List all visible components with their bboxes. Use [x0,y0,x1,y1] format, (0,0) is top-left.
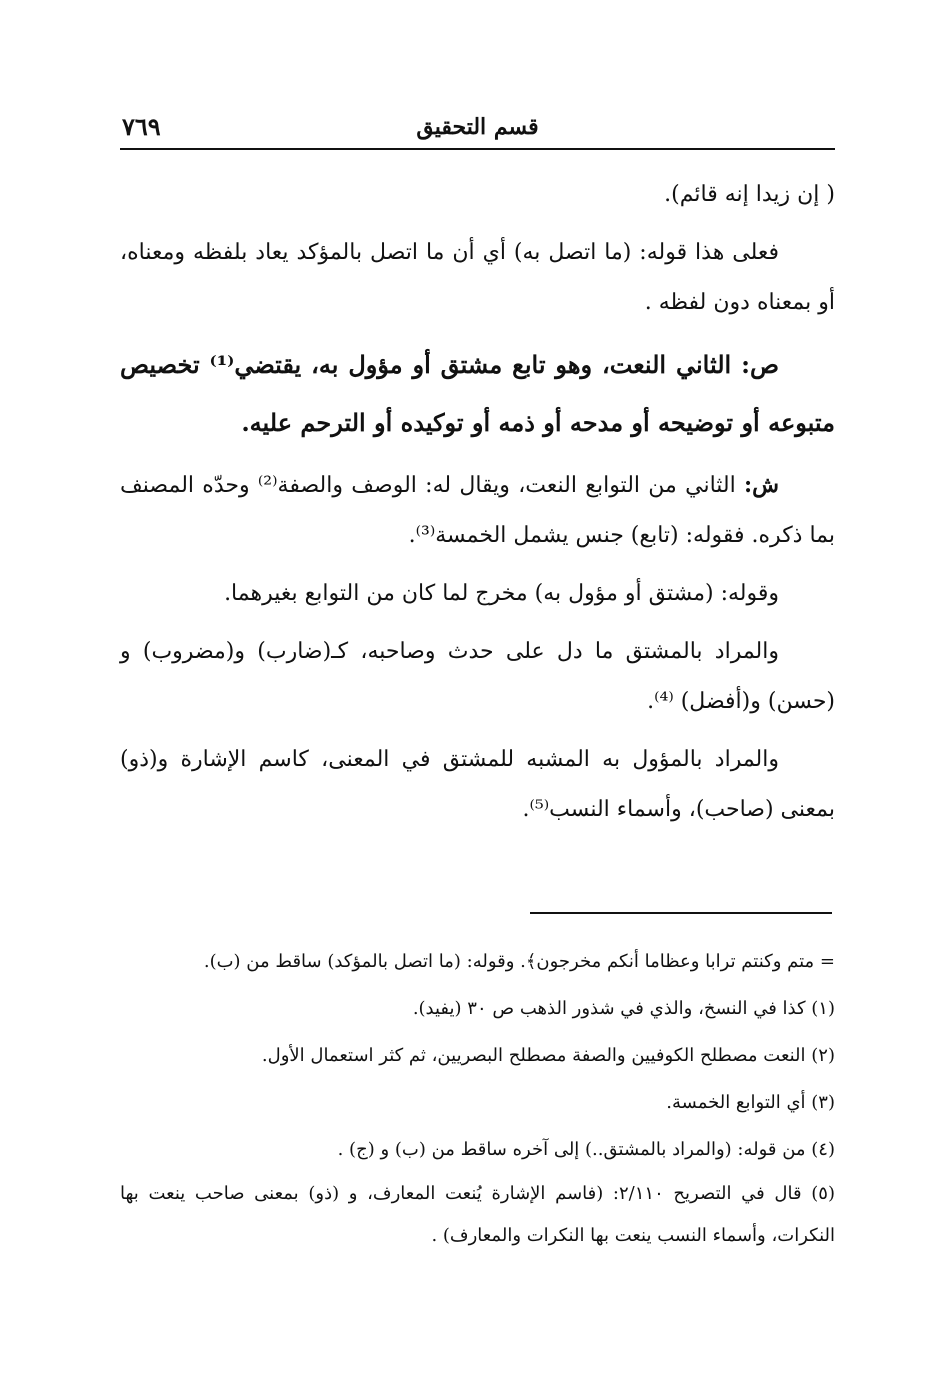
paragraph-text: فعلى هذا قوله: (ما اتصل به) أي أن ما اتصل بالمؤكد يعاد بلفظه ومعناه، أو بمعناه دون لفظه . [120,240,835,315]
paragraph-text: وقوله: (مشتق أو مؤول به) مخرج لما كان من التوابع بغيرهما. [224,581,779,606]
footnote-5: (٥) قال في التصريح ٢/١١٠: (فاسم الإشارة يُنعت المعارف، و (ذو) بمعنى صاحب ينعت بها النكرات، وأسماء النسب ينعت بها النكرات والمعارف) . [120,1183,835,1246]
paragraph-sharh [120,460,835,561]
footnote-continuation: = متم وكنتم ترابا وعظاما أنكم مخرجون﴾. وقوله: (ما اتصل بالمؤكد) ساقط من (ب). [203,951,835,972]
paragraph-6 [120,627,835,727]
footnotes [120,938,835,1257]
main-text [120,170,835,843]
paragraph-2 [120,228,835,328]
page-header [120,108,835,150]
footnote-3: (٣) أي التوابع الخمسة. [666,1092,835,1113]
paragraph-text: والمراد بالمشتق ما دل على حدث وصاحبه، كـ(ضارب) و(مضروب) و (حسن) و(أفضل) ⁽⁴⁾. [120,639,835,714]
section-title: قسم التحقيق [416,114,539,140]
paragraph-matn [120,336,835,452]
paragraph-text: ( إن زيدا إنه قائم). [664,182,835,207]
paragraph-5 [120,569,835,619]
matn-marker: ص: [741,350,779,379]
paragraph-text: والمراد بالمؤول به المشبه للمشتق في المعنى، كاسم الإشارة و(ذو) بمعنى (صاحب)، وأسماء النسب⁽⁵⁾. [120,747,835,822]
paragraph-1 [120,170,835,220]
sharh-marker: ش: [744,472,779,498]
paragraph-7 [120,735,835,835]
footnote-4: (٤) من قوله: (والمراد بالمشتق..) إلى آخره ساقط من (ب) و (ج) . [337,1139,835,1160]
footnote-separator [530,912,832,914]
page-number: ٧٦٩ [122,112,161,141]
footnote-1: (١) كذا في النسخ، والذي في شذور الذهب ص ٣٠ (يفيد). [412,998,835,1019]
paragraph-text: الثاني النعت، وهو تابع مشتق أو مؤول به، يقتضي⁽¹⁾ تخصيص متبوعه أو توضيحه أو مدحه أو ذمه أو توكيده أو الترحم عليه. [120,350,835,437]
footnote-2: (٢) النعت مصطلح الكوفيين والصفة مصطلح البصريين، ثم كثر استعمال الأول. [261,1045,835,1066]
paragraph-text: الثاني من التوابع النعت، ويقال له: الوصف والصفة⁽²⁾ وحدّه المصنف بما ذكره. فقوله: (تابع) جنس يشمل الخمسة⁽³⁾. [120,473,835,548]
